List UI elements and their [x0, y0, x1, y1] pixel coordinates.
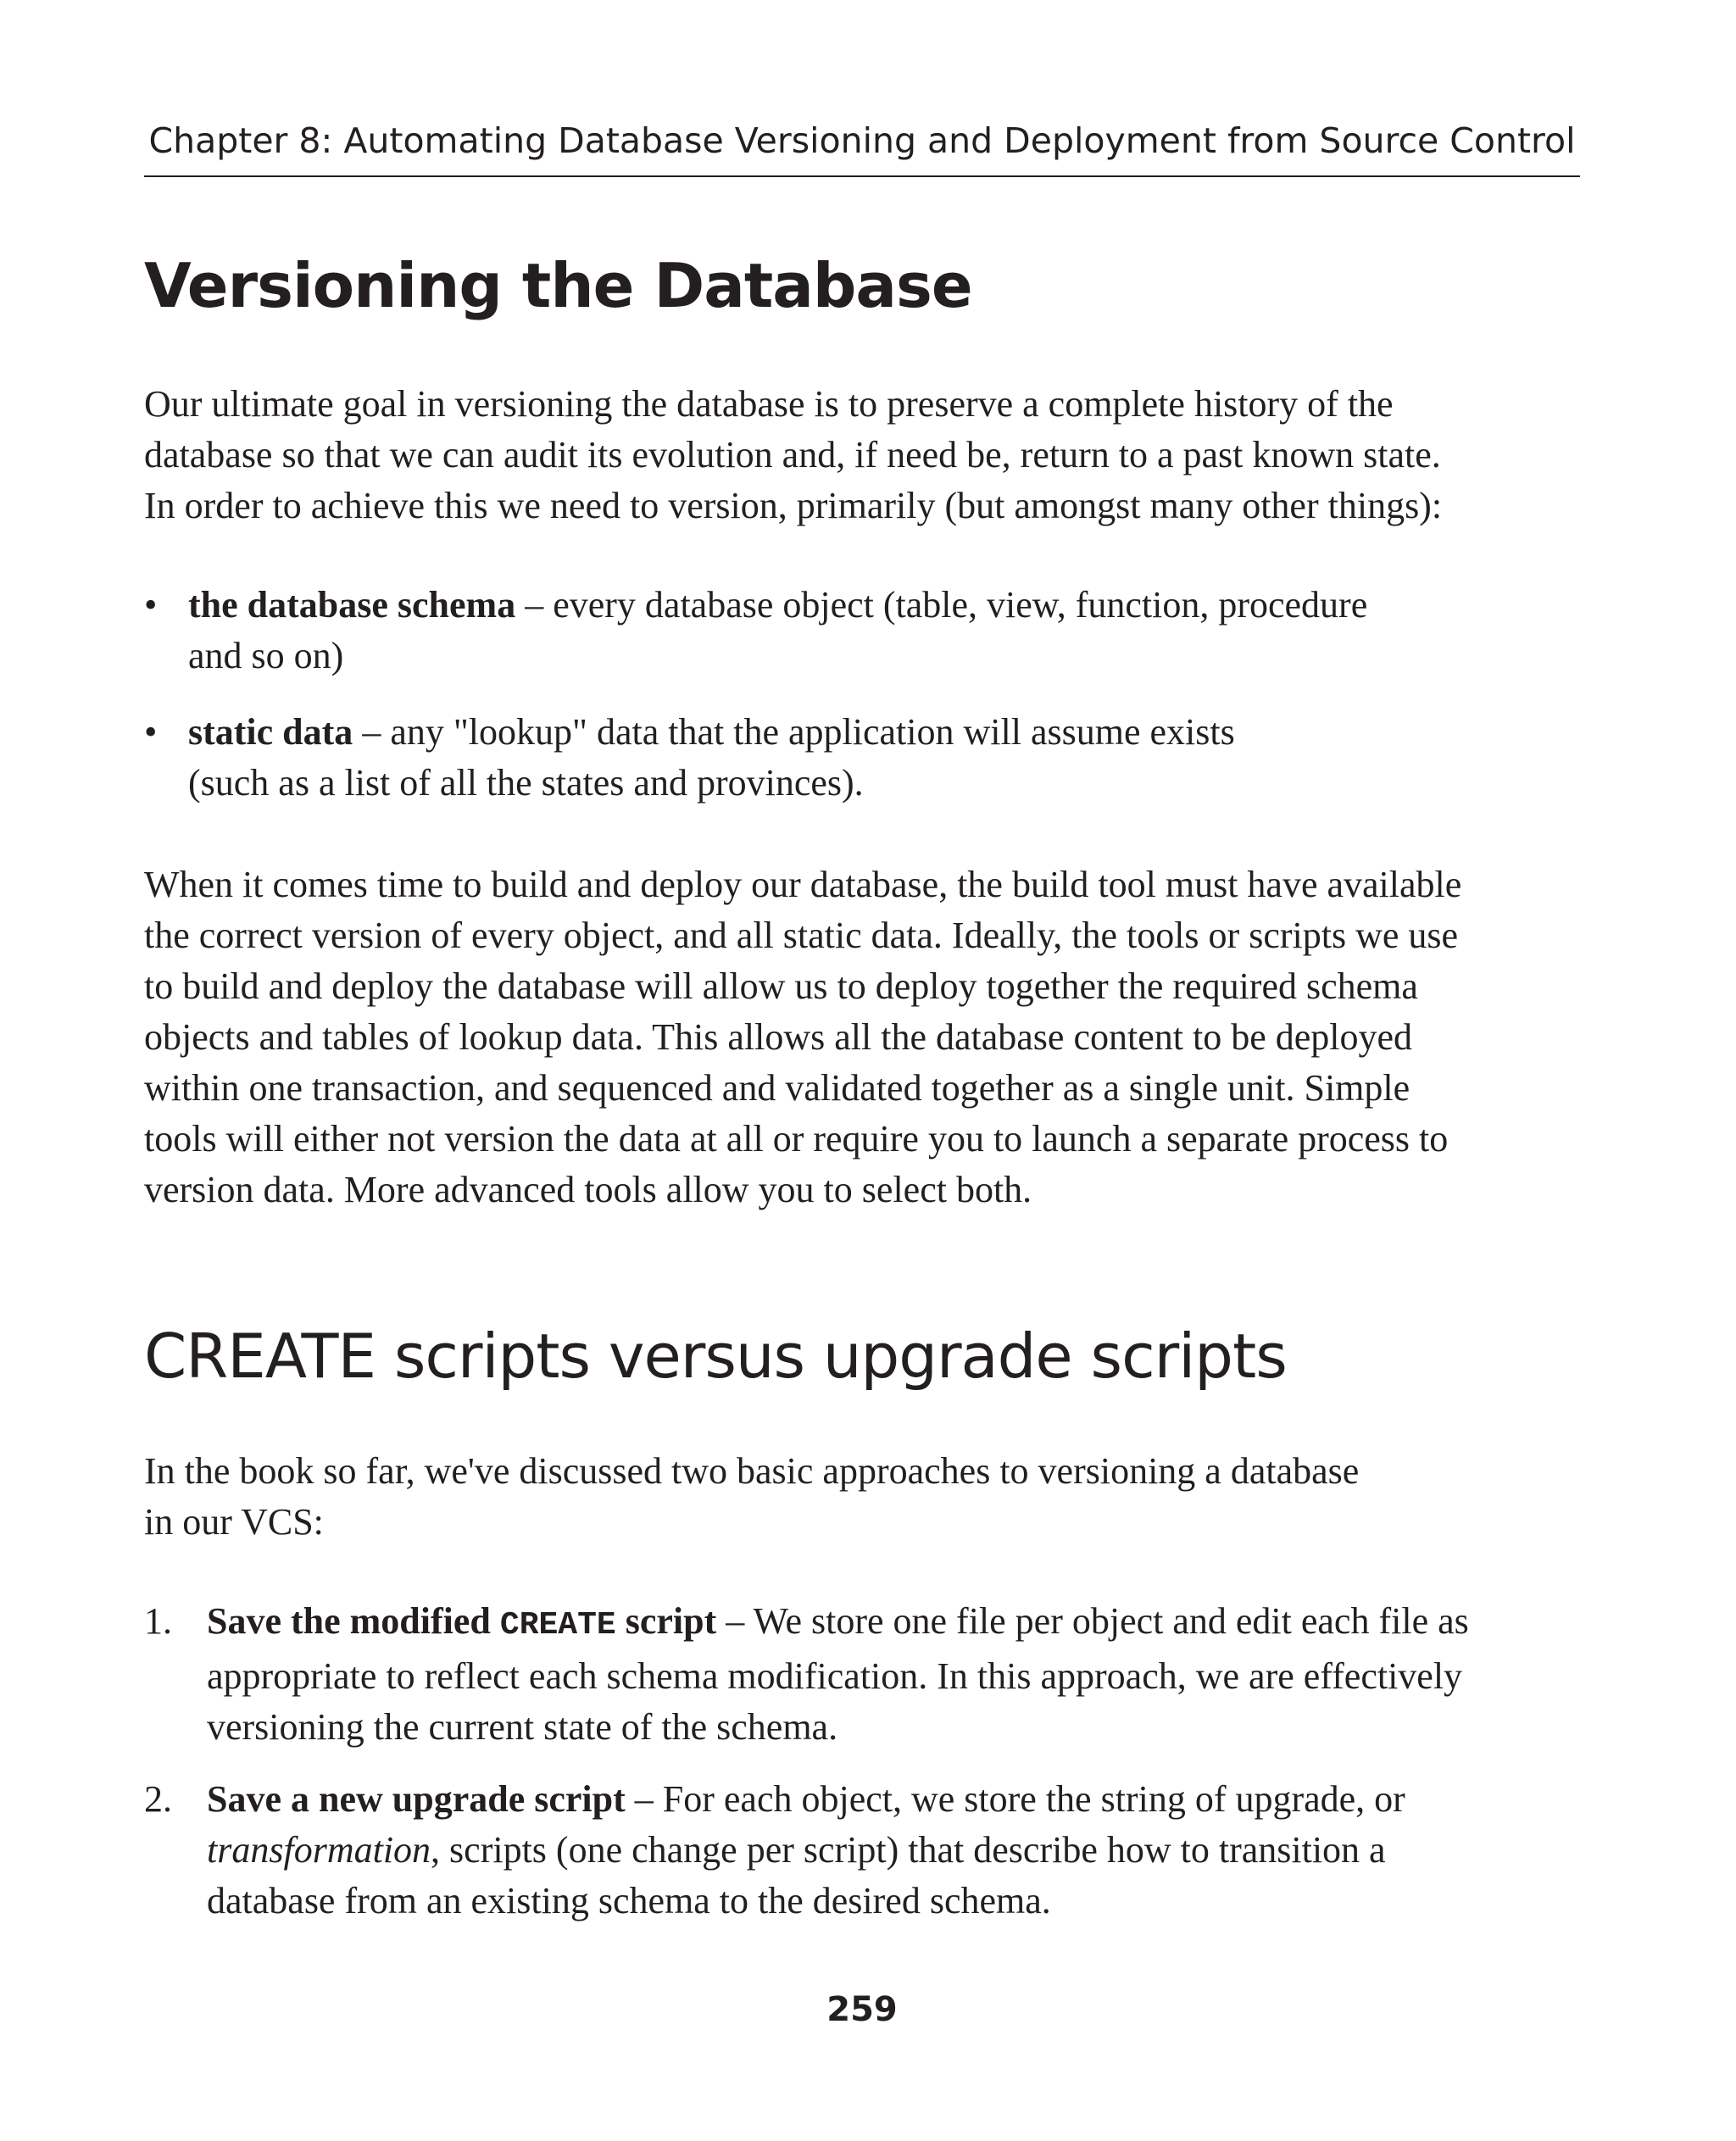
- numbered-body: [207, 1774, 1580, 1927]
- text-line: within one transaction, and sequenced and validated together as a single unit. Simple: [144, 1067, 1410, 1109]
- numbered-item-create-script: [144, 1596, 1580, 1749]
- text-line: When it comes time to build and deploy our database, the build tool must have available: [144, 864, 1462, 905]
- text-line: in our VCS:: [144, 1501, 324, 1543]
- item-term-text: script: [615, 1600, 717, 1642]
- item-text: – For each object, we store the string of upgrade, or: [625, 1778, 1405, 1820]
- text-line: the correct version of every object, and all static data. Ideally, the tools or scripts we use: [144, 915, 1459, 956]
- text-line: Our ultimate goal in versioning the database is to preserve a complete history of the: [144, 383, 1394, 425]
- text-line: and so on): [188, 635, 344, 676]
- book-page: [144, 0, 1580, 2141]
- bullet-term: the database schema: [188, 584, 516, 626]
- inline-code: CREATE: [499, 1607, 616, 1643]
- item-term: Save a new upgrade script: [207, 1778, 626, 1820]
- numbered-body: [207, 1596, 1580, 1753]
- item-text: – We store one file per object and edit each file as: [716, 1600, 1469, 1642]
- bullet-marker: •: [144, 584, 158, 626]
- numbered-item-upgrade-script: [144, 1774, 1580, 1927]
- text-line: version data. More advanced tools allow you to select both.: [144, 1169, 1032, 1210]
- text-line: objects and tables of lookup data. This allows all the database content to be deployed: [144, 1016, 1412, 1058]
- text-line: In the book so far, we've discussed two basic approaches to versioning a database: [144, 1450, 1360, 1492]
- bullet-body: [188, 580, 1580, 681]
- section-body-paragraph: [144, 859, 1580, 1215]
- item-term-text: Save the modified: [207, 1600, 500, 1642]
- text-line: versioning the current state of the schema.: [207, 1706, 838, 1748]
- section-title: Versioning the Database: [144, 250, 972, 321]
- text-line: database so that we can audit its evolution and, if need be, return to a past known state.: [144, 434, 1441, 475]
- page-number: 259: [826, 1990, 898, 2029]
- text-line: [188, 580, 1580, 631]
- text-line: database from an existing schema to the desired schema.: [207, 1880, 1051, 1921]
- running-header: Chapter 8: Automating Database Versioning and Deployment from Source Control: [148, 120, 1576, 161]
- bullet-body: [188, 707, 1580, 809]
- text-line: appropriate to reflect each schema modification. In this approach, we are effectively: [207, 1655, 1463, 1697]
- text-line: (such as a list of all the states and provinces).: [188, 762, 864, 804]
- text-line: to build and deploy the database will allow us to deploy together the required schema: [144, 965, 1418, 1007]
- item-term: [207, 1600, 716, 1642]
- item-text: , scripts (one change per script) that describe how to transition a: [431, 1829, 1386, 1871]
- text-line: [207, 1596, 1580, 1651]
- bullet-text: – every database object (table, view, function, procedure: [515, 584, 1368, 626]
- subsection-intro-paragraph: [144, 1446, 1580, 1548]
- bullet-item-static-data: [144, 707, 1580, 809]
- bullet-item-schema: [144, 580, 1580, 681]
- text-line: [207, 1825, 1580, 1876]
- list-number: 2.: [144, 1778, 172, 1820]
- bullet-text: – any "lookup" data that the application will assume exists: [353, 711, 1235, 753]
- text-line: [207, 1774, 1580, 1825]
- bullet-term: static data: [188, 711, 353, 753]
- list-number: 1.: [144, 1600, 172, 1642]
- bullet-marker: •: [144, 711, 158, 753]
- subsection-title: CREATE scripts versus upgrade scripts: [144, 1321, 1287, 1392]
- text-line: [188, 707, 1580, 758]
- header-rule: [144, 175, 1580, 177]
- item-emphasis: transformation: [207, 1829, 431, 1871]
- text-line: tools will either not version the data at all or require you to launch a separate process to: [144, 1118, 1449, 1159]
- text-line: In order to achieve this we need to version, primarily (but amongst many other things):: [144, 485, 1443, 526]
- section-intro-paragraph: [144, 379, 1580, 531]
